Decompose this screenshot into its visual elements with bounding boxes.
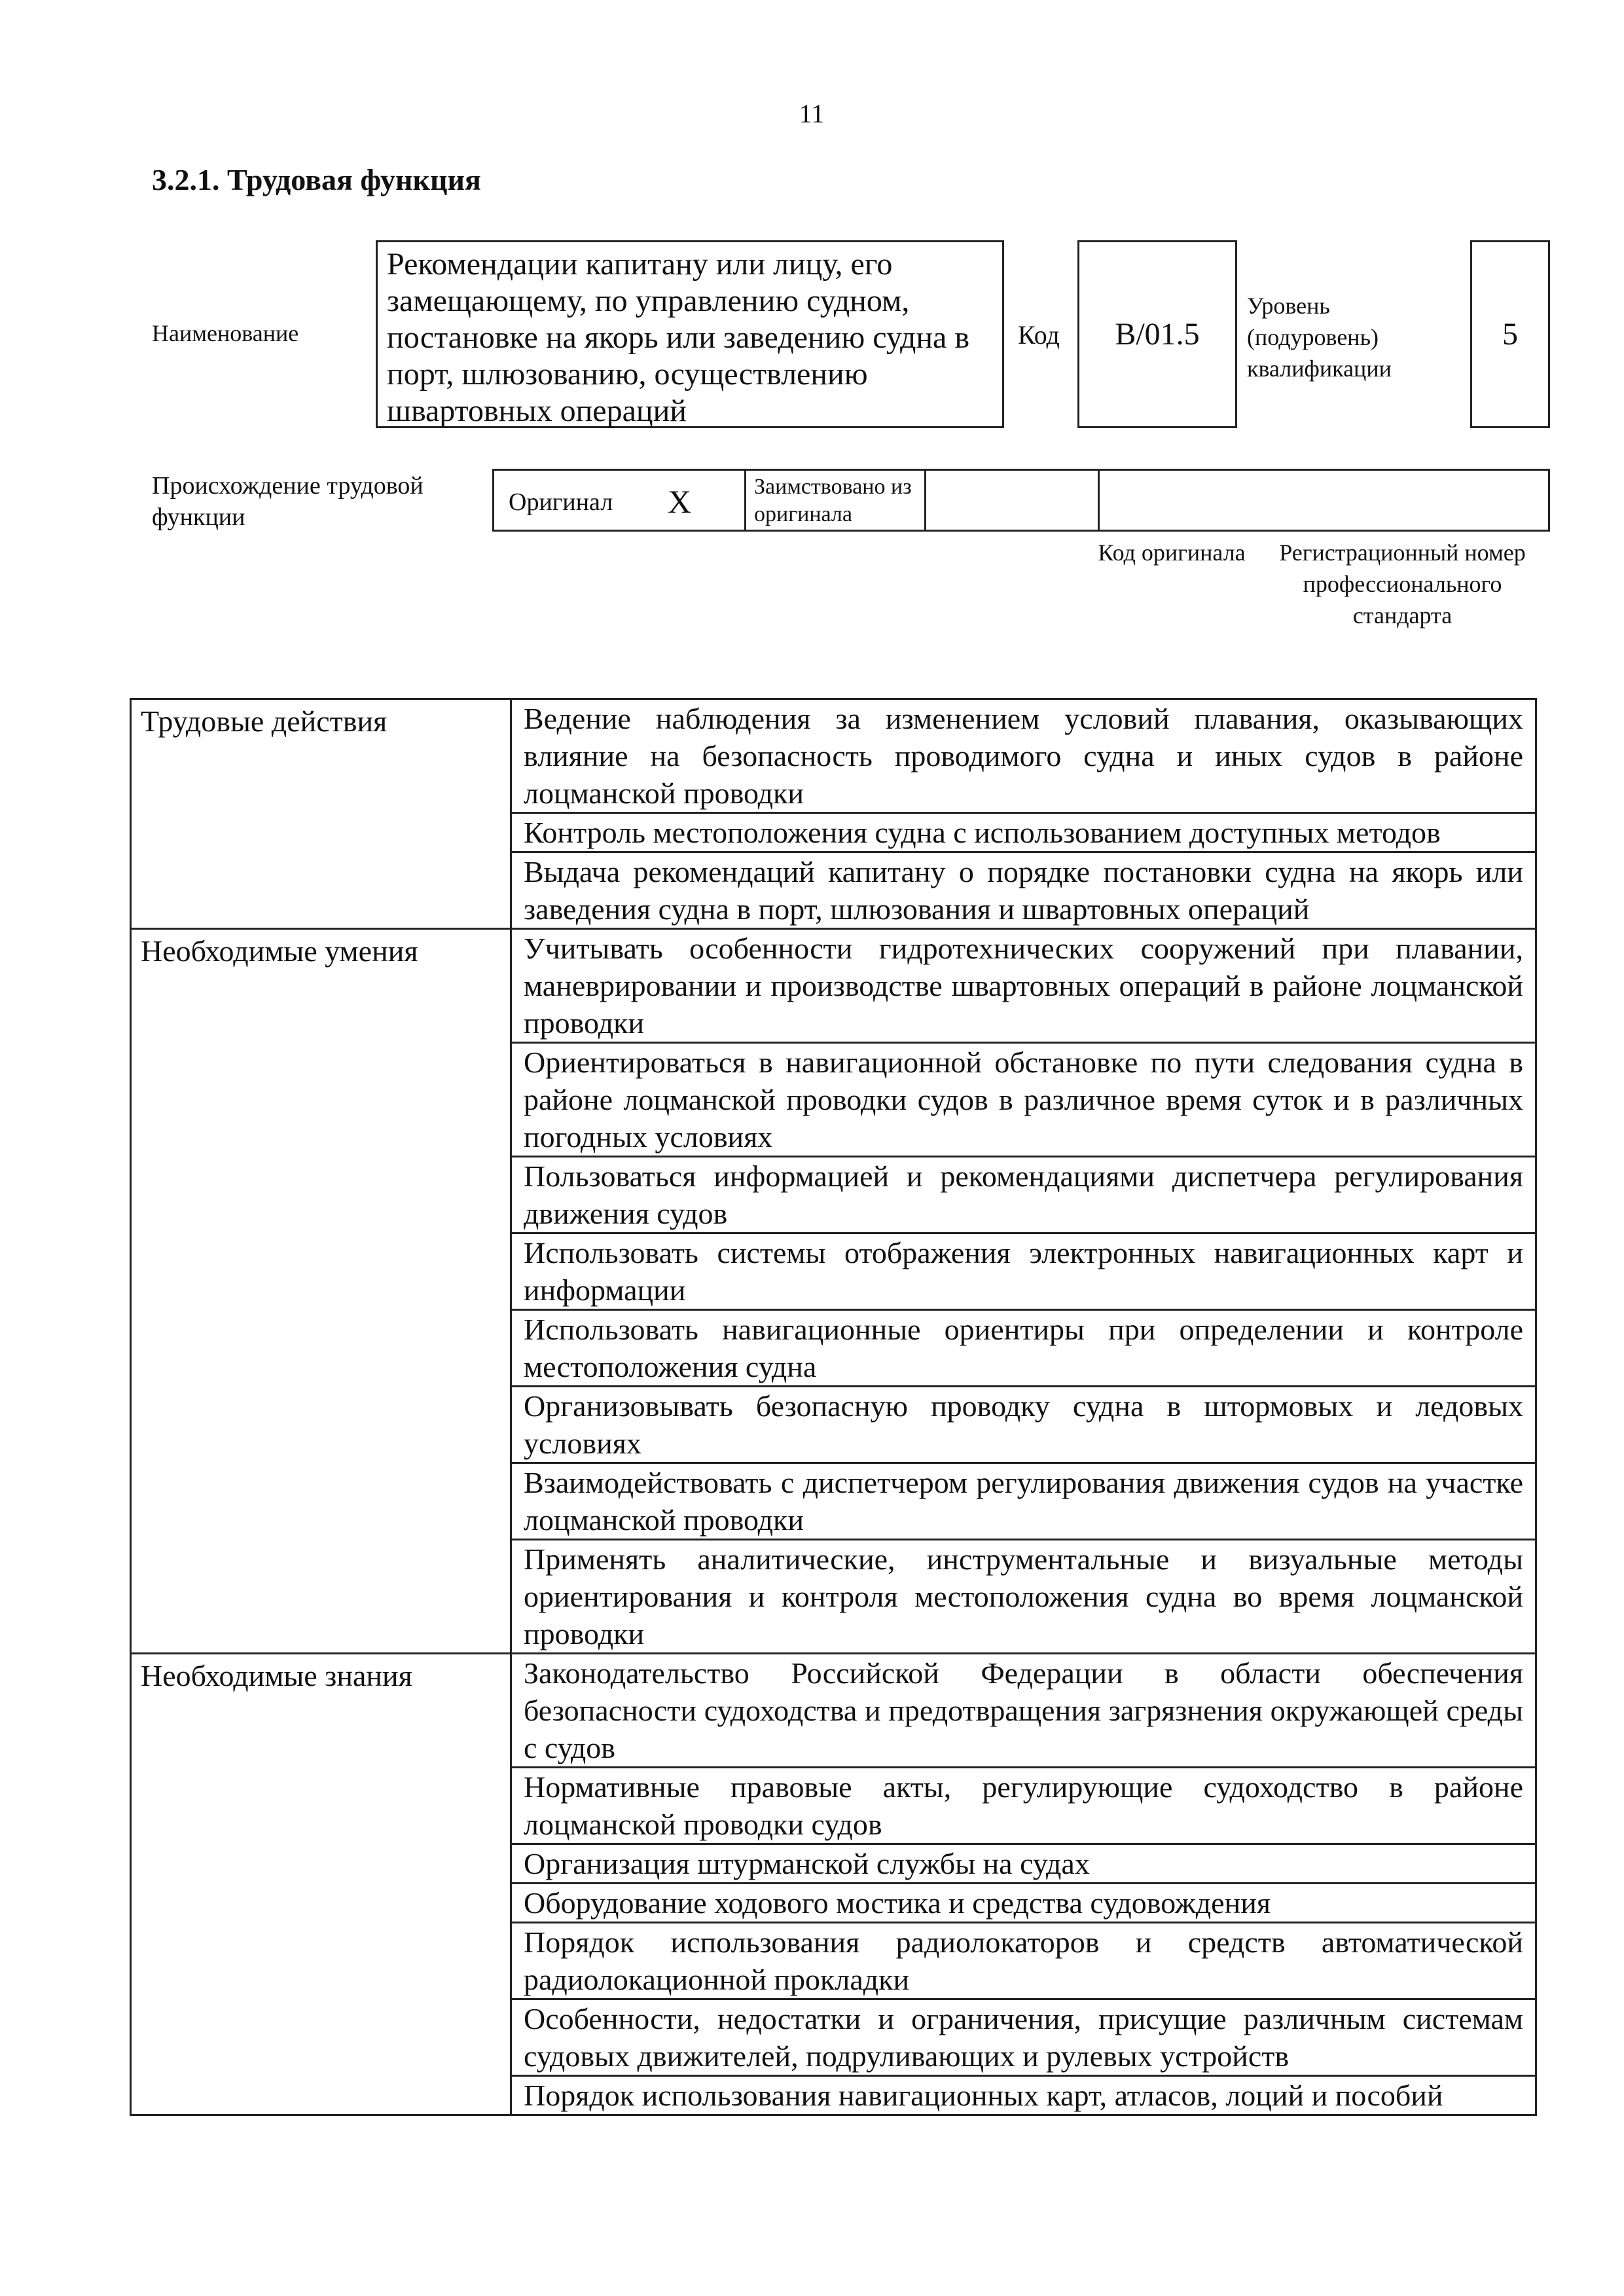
code-value: B/01.5 — [1115, 317, 1200, 352]
function-name-box: Рекомендации капитану или лицу, его замещающему, по управлению судном, постановке на якорь или заведению судна в порт, шлюзованию, осуществлению швартовных операций — [376, 240, 1004, 428]
item-cell: Организовывать безопасную проводку судна в штормовых и ледовых условиях — [511, 1387, 1536, 1463]
table-row — [131, 699, 1536, 813]
item-cell: Учитывать особенности гидротехнических сооружений при плавании, маневрировании и производстве швартовных операций в районе лоцманской проводки — [511, 929, 1536, 1043]
item-cell: Контроль местоположения судна с использованием доступных методов — [511, 813, 1536, 852]
item-cell: Оборудование ходового мостика и средства судовождения — [511, 1884, 1536, 1923]
item-cell: Применять аналитические, инструментальные и визуальные методы ориентирования и контроля местоположения судна во время лоцманской проводки — [511, 1540, 1536, 1654]
origin-original-cell — [494, 471, 746, 530]
origin-label: Происхождение трудовой функции — [152, 472, 424, 531]
origin-table — [492, 469, 1550, 532]
name-label: Наименование — [152, 320, 299, 346]
section-title-cell: Трудовые действия — [131, 699, 511, 929]
item-cell: Нормативные правовые акты, регулирующие судоходство в районе лоцманской проводки судов — [511, 1768, 1536, 1844]
item-cell: Использовать системы отображения электронных навигационных карт и информации — [511, 1233, 1536, 1310]
item-cell: Взаимодействовать с диспетчером регулирования движения судов на участке лоцманской проводки — [511, 1463, 1536, 1540]
caption-code: Код оригинала — [1098, 539, 1246, 566]
item-cell: Ведение наблюдения за изменением условий плавания, оказывающих влияние на безопасность проводимого судна и иных судов в районе лоцманской проводки — [511, 699, 1536, 813]
item-cell: Законодательство Российской Федерации в области обеспечения безопасности судоходства и предотвращения загрязнения окружающей среды с судов — [511, 1654, 1536, 1768]
item-cell: Порядок использования радиолокаторов и средств автоматической радиолокационной прокладки — [511, 1923, 1536, 1999]
table-row — [131, 929, 1536, 1043]
level-box — [1470, 240, 1550, 428]
original-mark: X — [668, 483, 692, 520]
code-label: Код — [1018, 320, 1060, 350]
item-cell: Порядок использования навигационных карт, атласов, лоций и пособий — [511, 2076, 1536, 2115]
caption-reg: Регистрационный номер профессионального стандарта — [1279, 539, 1526, 629]
original-label: Оригинал — [509, 488, 613, 516]
item-cell: Пользоваться информацией и рекомендациями диспетчера регулирования движения судов — [511, 1157, 1536, 1233]
item-cell: Использовать навигационные ориентиры при определении и контроле местоположения судна — [511, 1310, 1536, 1387]
item-cell: Ориентироваться в навигационной обстановке по пути следования судна в районе лоцманской проводки судов в различное время суток и в различных погодных условиях — [511, 1043, 1536, 1157]
origin-code-cell — [926, 471, 1100, 530]
section-title-cell: Необходимые знания — [131, 1654, 511, 2115]
level-label: Уровень (подуровень) квалификации — [1247, 293, 1392, 382]
item-cell: Организация штурманской службы на судах — [511, 1844, 1536, 1884]
borrowed-label: Заимствовано из оригинала — [746, 471, 926, 530]
item-cell: Особенности, недостатки и ограничения, присущие различным системам судовых движителей, подруливающих и рулевых устройств — [511, 1999, 1536, 2076]
origin-reg-cell — [1100, 471, 1550, 530]
table-row — [131, 1654, 1536, 1768]
function-table — [130, 698, 1537, 2116]
section-title: 3.2.1. Трудовая функция — [152, 163, 481, 196]
section-title-cell: Необходимые умения — [131, 929, 511, 1654]
page-number: 11 — [799, 99, 825, 128]
item-cell: Выдача рекомендаций капитану о порядке постановки судна на якорь или заведения судна в порт, шлюзования и швартовных операций — [511, 852, 1536, 929]
code-box — [1077, 240, 1237, 428]
level-value: 5 — [1502, 317, 1518, 352]
